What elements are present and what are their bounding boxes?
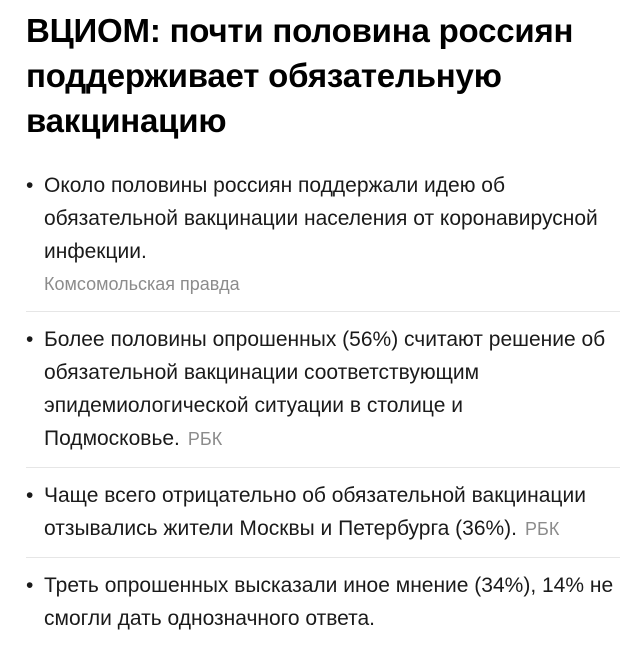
bullet-icon: • bbox=[26, 574, 34, 597]
source-link[interactable]: РБК bbox=[187, 429, 223, 449]
item-text: Около половины россиян поддержали идею об обязательной вакцинации населения от коронавирусной инфекции. bbox=[44, 174, 598, 263]
list-item bbox=[26, 311, 620, 456]
item-text: Треть опрошенных высказали иное мнение (34%), 14% не смогли дать однозначного ответа. bbox=[44, 574, 614, 630]
bullet-icon: • bbox=[26, 174, 34, 197]
list-item bbox=[26, 557, 620, 635]
item-text: Чаще всего отрицательно об обязательной вакцинации отзывались жители Москвы и Петербурга (36%). bbox=[44, 484, 586, 540]
summary-list bbox=[26, 169, 620, 635]
list-item bbox=[26, 169, 620, 300]
bullet-icon: • bbox=[26, 484, 34, 507]
headline: ВЦИОМ: почти половина россиян поддерживает обязательную вакцинацию bbox=[26, 12, 574, 139]
bullet-icon: • bbox=[26, 328, 34, 351]
source-link[interactable]: РБК bbox=[525, 519, 560, 539]
item-text: Более половины опрошенных (56%) считают решение об обязательной вакцинации соответствующим эпидемиологической ситуации в столице и Подмосковье. bbox=[44, 328, 606, 450]
source-link[interactable]: Комсомольская правда bbox=[44, 274, 240, 294]
list-item bbox=[26, 467, 620, 546]
